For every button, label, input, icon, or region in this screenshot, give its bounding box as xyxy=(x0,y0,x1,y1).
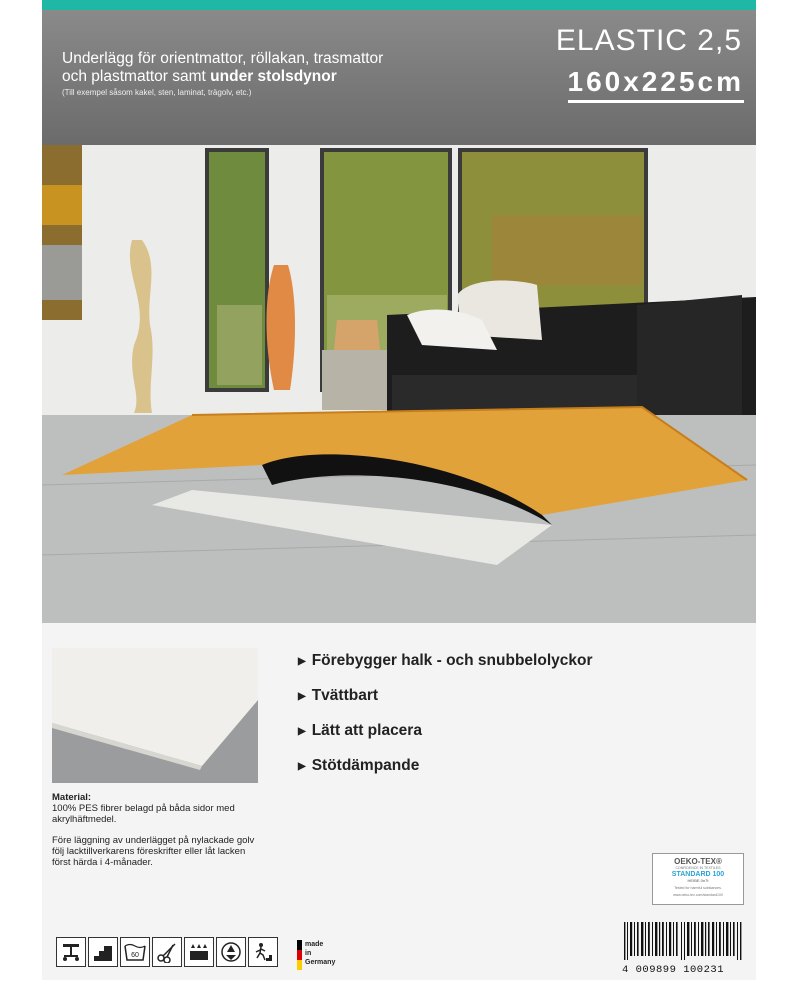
triangle-bullet-icon: ▶ xyxy=(298,690,306,702)
person-stairs-icon xyxy=(248,937,278,967)
triangle-bullet-icon: ▶ xyxy=(298,725,306,737)
material-title: Material: xyxy=(52,792,92,803)
feature-item: ▶ Förebygger halk - och snubbelolyckor xyxy=(298,652,593,669)
room-photo xyxy=(42,145,756,623)
highlight-text: under stolsdynor xyxy=(210,68,337,85)
material-note: Före läggning av underlägget på nylackade golv följ lacktillverkarens föreskrifter eller låt lacken först härda i 4-månader. xyxy=(52,835,255,868)
chair-caster-icon xyxy=(56,937,86,967)
scissors-icon xyxy=(152,937,182,967)
header xyxy=(42,10,756,145)
svg-text:60: 60 xyxy=(131,952,139,959)
arrows-up-icon xyxy=(184,937,214,967)
feature-item: ▶ Lätt att placera xyxy=(298,722,422,739)
product-name: ELASTIC 2,5 xyxy=(555,24,742,57)
care-icons xyxy=(56,937,278,967)
feature-item: ▶ Stötdämpande xyxy=(298,757,420,774)
header-description-line2: och plastmattor samt under stolsdynor xyxy=(62,68,337,85)
underlay-sample-photo xyxy=(52,648,258,783)
header-description-line1: Underlägg för orientmattor, röllakan, trasmattor xyxy=(62,50,384,67)
germany-flag-icon xyxy=(297,940,302,970)
made-in-germany: made in Germany xyxy=(297,940,335,970)
barcode xyxy=(622,922,744,976)
feature-list xyxy=(298,652,592,792)
wash-60-icon xyxy=(120,937,150,967)
accent-bar xyxy=(42,0,756,10)
barcode-number: 4 009899 100231 xyxy=(622,964,725,976)
triangle-bullet-icon: ▶ xyxy=(298,760,306,772)
header-examples: (Till exempel såsom kakel, sten, laminat, trägolv, etc.) xyxy=(62,88,252,97)
triangle-bullet-icon: ▶ xyxy=(298,655,306,667)
barcode-bars xyxy=(622,922,744,960)
material-text: 100% PES fibrer belagd på båda sidor med akrylhäftmedel. xyxy=(52,803,235,825)
recycle-icon xyxy=(216,937,246,967)
oeko-tex-label: OEKO-TEX® CONFIDENCE IN TEXTILES STANDARD 100 HEIBE 0n7t Tested for harmful substances. www.oeko-tex.com/standard100 xyxy=(652,853,744,905)
product-size: 160x225cm xyxy=(568,66,744,103)
feature-item: ▶ Tvättbart xyxy=(298,687,379,704)
stairs-icon xyxy=(88,937,118,967)
